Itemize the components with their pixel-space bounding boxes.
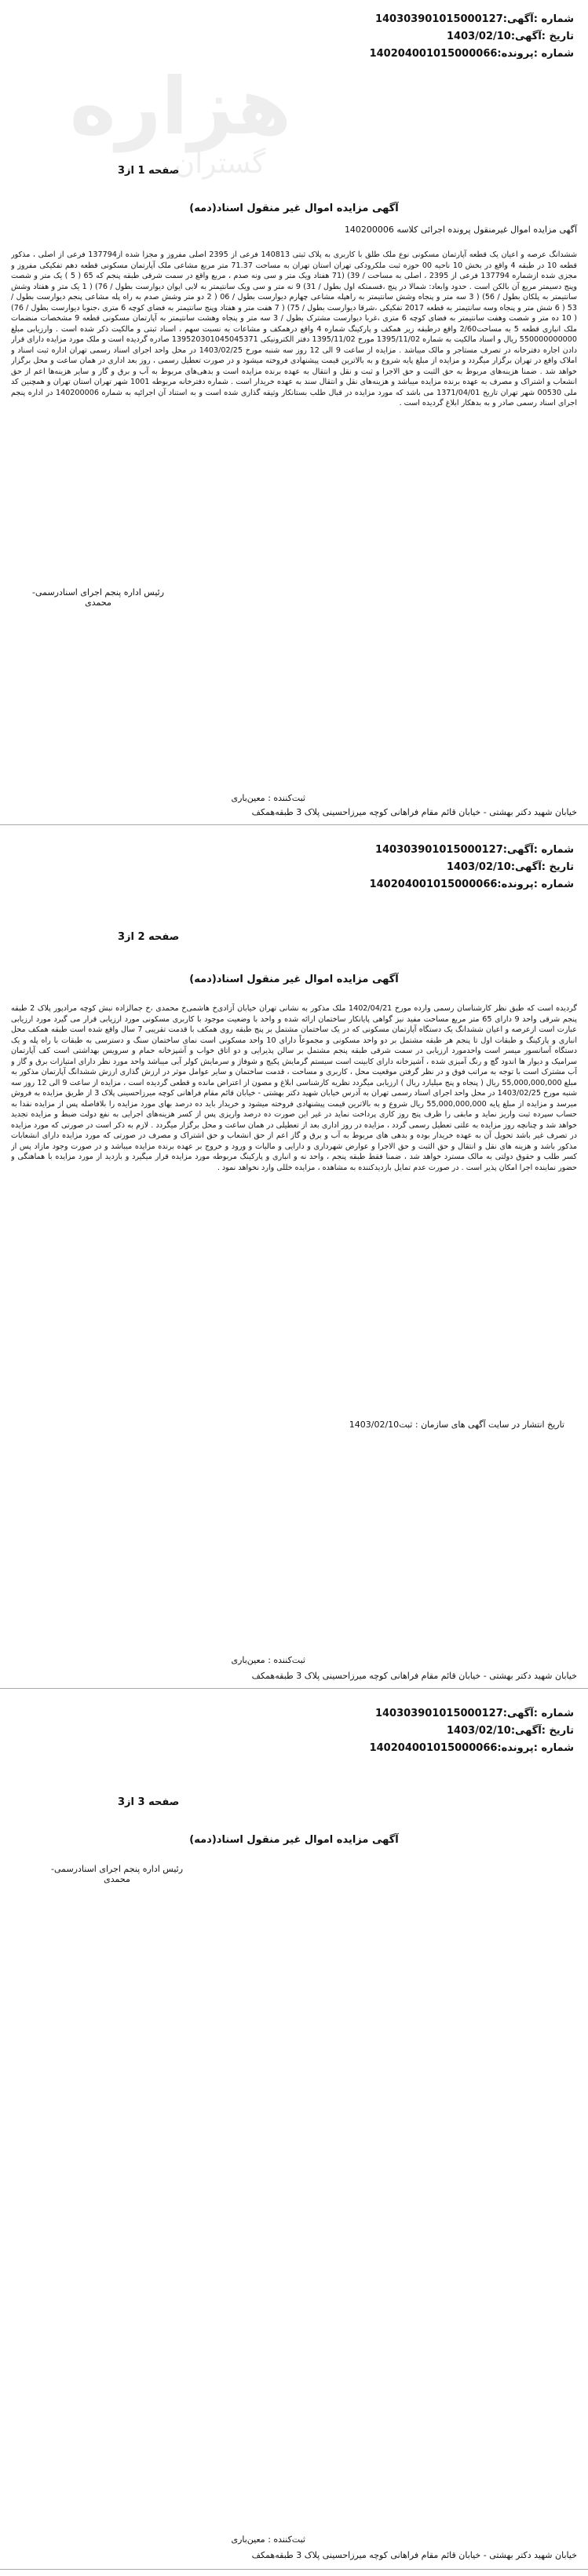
file-number: شماره :پرونده:140204001015000066 — [369, 1742, 574, 1754]
registrar — [231, 793, 305, 803]
notice-subtitle: آگهی مزایده اموال غیرمنقول پرونده اجرائی کلاسه 140200006 — [344, 225, 577, 235]
watermark-logo — [55, 47, 306, 181]
page-indicator: صفحه 2 از3 — [118, 931, 180, 943]
divider — [0, 824, 588, 825]
registrar — [231, 2534, 305, 2545]
registrar-name: معین‌باری — [231, 1655, 265, 1665]
notice-number: شماره :آگهی:140303901015000127 — [374, 844, 574, 856]
file-number: شماره :پرونده:140204001015000066 — [369, 879, 574, 890]
signature-block — [24, 587, 173, 608]
watermark-sub: گستران — [173, 148, 266, 180]
registrar-name: معین‌باری — [231, 793, 265, 803]
signature-label: رئیس اداره پنجم اجرای اسنادرسمی- — [31, 587, 165, 597]
signature-label: رئیس اداره پنجم اجرای اسنادرسمی- — [50, 1864, 184, 1874]
notice-date: تاریخ :آگهی:1403/02/10 — [446, 31, 574, 42]
office-address: خیابان شهید دکتر بهشتی - خیابان قائم مقام فراهانی کوچه میرزاحسینی پلاک 3 طبقه‌همکف — [251, 807, 577, 817]
notice-title: آگهی مزایده اموال غیر منقول اسناد(دمه) — [189, 203, 399, 214]
registrar-label: ثبت‌کننده : — [268, 2534, 305, 2545]
signature-block — [38, 1864, 195, 1884]
registrar-label: ثبت‌کننده : — [268, 1655, 305, 1665]
notice-number: شماره :آگهی:140303901015000127 — [374, 1708, 574, 1719]
notice-body: ششدانگ عرصه و اعیان یک قطعه آپارتمان مسکونی نوع ملک طلق با کاربری به پلاک ثبتی 140813 فرعی از 2395 اصلی مفروز و مجزا شده از137794 فرعی از اصلی ، مذکور قطعه 10 در طبقه 4 واقع در بخش 10 ناحیه 00 حوزه ثبت ملکرودکی تهران استان تهران به مساحت 71.37 متر مربع مشاعی ملک آپارتمان مسکونی قطعه دهم تفکیکی مفروز و مجزی شده ازشماره 137794 فرعی از 2395 ، اصلی به مساحت / 39) (71 هفتاد ویک متر و سی ونه صدم ، مربع واقع در سمت شرقی طبقه پنجم که 65 ( 5 ) یک متر و شصت وپنج دسیمتر مربع آن بالکن است . حدود وابعاد: شمالا در پنج ،قسمتکه اول بطول / 31) 9 نه متر و سی ویک سانتیمتر به لابی ایوان دیوارست بطول / 76) ( 1 یک متر و هفتاد وشش سانتیمتر به پلکان بطول / 56) ( 3 سه متر و پنجاه وشش سانتیمتر به راهپله مشاعی چهارم دیوارست بطول / 06 ( 2 دو متر وشش صدم به راه پله مشاعی پنجم دیوارست بطول / 53 ( 6 شش متر و پنجاه وسه سانتیمتر به قطعه 2017 تفکیکی ،شرقا دیوارست بطول / 75) ( 7 هفت متر و هفتاد وپنج سانتیمتر به فضای کوچه 6 متری ،جنوبا دیوارست بطول / 76) ( 10 ده متر و شصت وهفت سانتیمتر به فضای کوچه 6 متری ،غربا دیوارست مشترک بطول / 3 سه متر و پنجاه وهشت سانتیمتر به آپارتمان مسکونی قطعه 9 مشخصات منضمات ملک انباری قطعه 5 به مساحت2/60 واقع درطبقه زیر همکف و پارکینگ شماره 4 واقع درهمکف و مشاعات به نسبت سهم ، اسناد ثبتی و مالکیت ذکر شده است . وارزیابی مبلغ 550000000000 ریال و اسناد مالکیت به شماره 1395/11/02 مورخ 1395/11/02 دفتر الکترونیکی 139520301045045371 صادره گردیده است و ملک مورد مزایده دارای قرار دادن اجاره دفترخانه در تصرف مستاجر و مالک میباشد . مزایده از ساعت 9 الی 12 روز سه شنبه مورخ 1403/02/25 در محل واحد اجرای اسناد رسمی تهران اداره ثبت اسناد و املاک واقع در تهران برگزار میگردد و مزایده از مبلغ پایه شروع و به بالاترین قیمت پیشنهادی فروخته میشود و در صورت تعطیل رسمی ، روز بعد اداری در همان ساعت و محل برگزار خواهد شد . ضمنا هزینه‌های مربوط به حق الثبت و حق الاجرا و ثبت و نقل و انتقال به عهده برنده مزایده است و بدهی‌های مربوط به آب و برق و گاز و سایر هزینه‌ها اعم از حق انشعاب و اشتراک و مصرف به عهده برنده مزایده میباشد و هزینه‌های نقل و انتقال سند به عهده خریدار است . شماره دفترخانه مربوطه 1001 شهر تهران استان تهران و همچنین کد ملی 00530 شهر تهران تاریخ 1371/04/01 می باشد که مورد مزایده در قبال طلب بستانکار وثیقه گذاری شده است و به استناد آن اجرائیه به شماره 140200006 در اداره پنجم اجرای اسناد رسمی صادر و به بدهکار ابلاغ گردیده است . — [11, 250, 577, 407]
signature-name: محمدی — [85, 597, 111, 608]
registrar-label: ثبت‌کننده : — [268, 793, 305, 803]
office-address: خیابان شهید دکتر بهشتی - خیابان قائم مقام فراهانی کوچه میرزاحسینی پلاک 3 طبقه‌همکف — [251, 2550, 577, 2560]
notice-number: شماره :آگهی:140303901015000127 — [374, 13, 574, 25]
signature-name: محمدی — [104, 1874, 130, 1884]
page-indicator: صفحه 1 از3 — [118, 165, 180, 177]
registrar — [231, 1655, 305, 1665]
notice-date: تاریخ :آگهی:1403/02/10 — [446, 861, 574, 873]
publication-date: تاریخ انتشار در سایت آگهی های سازمان : ثبت1403/02/10 — [349, 1420, 564, 1430]
page-indicator: صفحه 3 از3 — [118, 1796, 180, 1808]
office-address: خیابان شهید دکتر بهشتی - خیابان قائم مقام فراهانی کوچه میرزاحسینی پلاک 3 طبقه‌همکف — [251, 1671, 577, 1681]
notice-title: آگهی مزایده اموال غیر منقول اسناد(دمه) — [189, 974, 399, 985]
notice-date: تاریخ :آگهی:1403/02/10 — [446, 1725, 574, 1737]
divider — [0, 1688, 588, 1689]
notice-body: گردیده است که طبق نظر کارشناسان رسمی وارده مورخ 1402/04/21 ملک مذکور به نشانی تهران خیابان آزادی‌خ هاشمی‌خ محمدی ،خ جمالزاده نبش کوچه مرادپور پلاک 2 طبقه پنجم شرقی واحد 9 دارای 65 متر مربع مساحت مفید نیز گواهی پایانکار ساختمان ارائه شده و واحد با وضعیت موجود با کاربری مسکونی مورد ارزیابی قرار می گیرد مورد ارزیابی عبارت است ازعرصه و اعیان ششدانگ یک دستگاه آپارتمان مسکونی که در یک ساختمان مشتمل بر پنج طبقه روی همکف با قدمت تقریبی 7 سال واقع شده است طبقه همکف محل انباری و پارکینگ و طبقات اول تا پنجم هر طبقه مشتمل بر دو واحد مسکونی و مجموعاً دارای 10 واحد مسکونی است نمای ساختمان سنگ و دسترسی به طبقات با راه پله و یک دستگاه آسانسور میسر است واحدمورد ارزیابی در سمت شرقی طبقه پنجم مشتمل بر سالن پذیرایی و دو اتاق خواب و آشپزخانه حمام و سرویس بهداشتی است کف آپارتمان سرامیک و دیوار ها اندود گچ و رنگ آمیزی شده ، آشپزخانه دارای کابینت است سیستم گرمایش پکیج و شوفاژ و سرمایش کولر آبی میباشد واحد مورد نظر دارای امتیازات برق و گاز و آب مشترک است با توجه به مراتب فوق و در نظر گرفتن موقعیت محل ، کاربری و مساحت ، قدمت ساختمان و سایر عوامل موثر در ارزش گذاری ارزش ششدانگ آپارتمان مذکور به مبلغ 55,000,000,000 ریال ( پنجاه و پنج میلیارد ریال ) ارزیابی میگردد نظریه کارشناسی ابلاغ و مصون از اعتراض مانده و قطعی گردیده است ، مزایده از ساعت 9 الی 12 روز سه شنبه مورخ 1403/02/25 در محل واحد اجرای اسناد رسمی تهران به آدرس خیابان شهید دکتر بهشتی - خیابان قائم مقام فراهانی کوچه میرزاحسینی پلاک 3 از طریق مزایده به فروش میرسد و مزایده از مبلغ پایه 55,000,000,000 ریال شروع و به بالاترین قیمت پیشنهادی فروخته میشود و خریدار باید ده درصد بهای مورد مزایده را بلافاصله پس از مزایده نقدا به حساب سپرده ثبت واریز نماید و مابقی را ظرف پنج روز کاری پرداخت نماید در غیر این صورت ده درصد واریزی پس از کسر هزینه‌های اجرایی به نفع دولت ضبط و مزایده تجدید خواهد شد و چنانچه روز مزایده به علتی تعطیل رسمی گردد ، مزایده در روز اداری بعد از تعطیلی در همان ساعت و محل برگزار میگردد . لازم به ذکر است در صورتی که مورد مزایده در تصرف غیر باشد تحویل آن به عهده خریدار بوده و بدهی های مربوط به آب و برق و گاز اعم از حق انشعاب و حق اشتراک و مصرف در صورتی که مورد مزایده دارای انشعابات مذکور باشد و هزینه های نقل و انتقال و حق الثبت و حق الاجرا و عوارض شهرداری و دارایی و مالیات و ورود و خروج بر عهده برنده مزایده میباشد و در صورت وجود مازاد پس از کسر طلب و حقوق دولتی به مالک مسترد خواهد شد ، ضمنا فقط طبقه پنجم ، واحد نه و انباری و پارکینگ مربوطه مورد مزایده قرار میگیرد و بازدید از مورد مزایده با هماهنگی و حضور نماینده اجرا امکان پذیر است . در صورت عدم تمایل بازدیدکننده به مشاهده ، مزایده خللی وارد نخواهد نمود . — [11, 1004, 577, 1172]
divider — [0, 2569, 588, 2570]
registrar-name: معین‌باری — [231, 2534, 265, 2545]
watermark-brand: هزاره — [69, 60, 292, 152]
file-number: شماره :پرونده:140204001015000066 — [369, 48, 574, 60]
notice-title: آگهی مزایده اموال غیر منقول اسناد(دمه) — [189, 1834, 399, 1846]
